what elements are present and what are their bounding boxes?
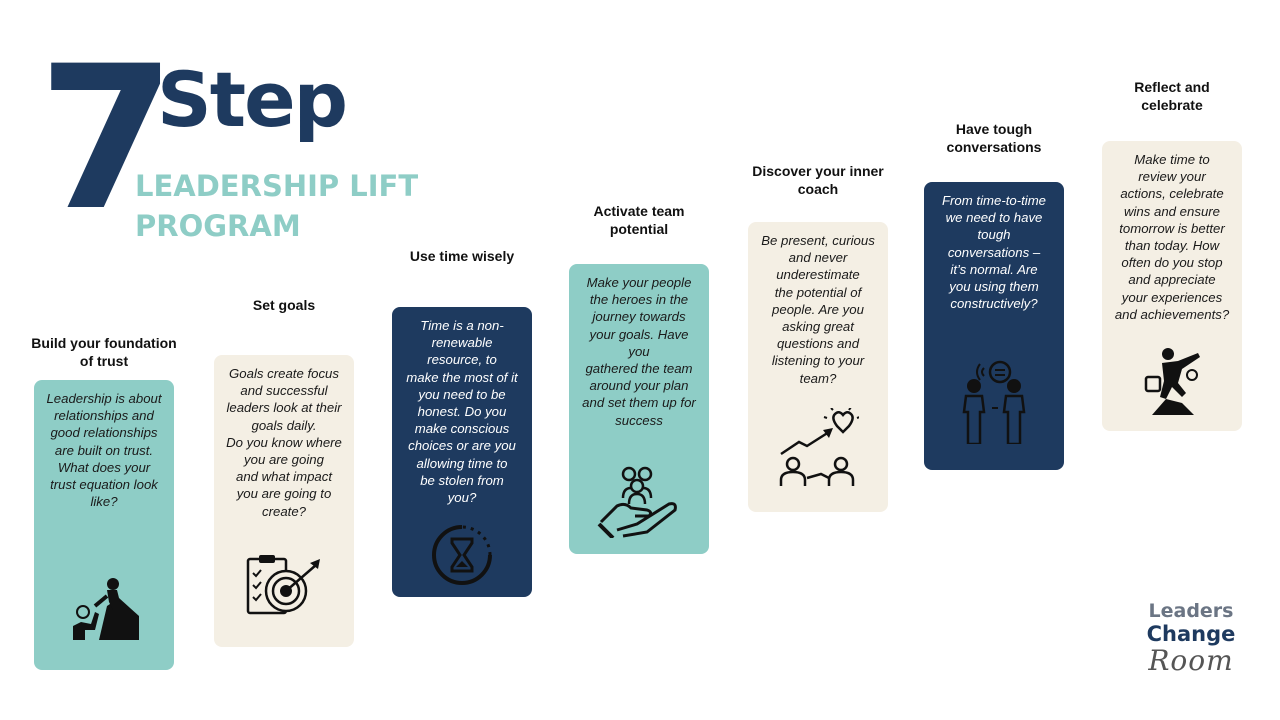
step-1-title: Build your foundation of trust bbox=[31, 335, 177, 369]
team-hand-icon bbox=[597, 464, 681, 538]
step-3-text: Time is a non- renewable resource, to make the most of it you need to be honest. Do you make conscious choices or are you allowing time to be stolen from you? bbox=[406, 318, 518, 506]
step-7-title: Reflect and celebrate bbox=[1134, 79, 1210, 113]
step-2-card bbox=[214, 355, 354, 647]
goal-target-icon bbox=[244, 553, 324, 617]
hourglass-icon bbox=[430, 523, 494, 587]
step-5-card bbox=[748, 222, 888, 512]
step-7-card bbox=[1102, 141, 1242, 431]
subtitle-line-1: LEADERSHIP LIFT bbox=[135, 169, 419, 203]
logo-line-leaders: Leaders bbox=[1148, 600, 1234, 622]
step-4-text: Make your people the heroes in the journey towards your goals. Have you gathered the team around your plan and set them up for success bbox=[582, 275, 696, 428]
coaching-growth-icon bbox=[777, 408, 859, 488]
step-1-card bbox=[34, 380, 174, 670]
step-1-text: Leadership is about relationships and good relationships are built on trust. What does your trust equation look like? bbox=[46, 391, 162, 510]
step-6-title: Have tough conversations bbox=[946, 121, 1042, 155]
conversation-icon bbox=[952, 360, 1036, 444]
big-number-seven: 7 bbox=[38, 23, 168, 254]
leaders-change-room-logo bbox=[1136, 600, 1246, 676]
step-6-card bbox=[924, 182, 1064, 470]
step-4-card bbox=[569, 264, 709, 554]
step-4-title: Activate team potential bbox=[593, 203, 685, 237]
subtitle-line-2: PROGRAM bbox=[135, 209, 301, 243]
step-2-title: Set goals bbox=[252, 297, 316, 313]
step-3-title: Use time wisely bbox=[409, 248, 515, 264]
step-heading: Step bbox=[157, 55, 347, 144]
step-5-text: Be present, curious and never underestimate the potential of people. Are you asking great questions and listening to your team? bbox=[761, 233, 875, 386]
step-2-text: Goals create focus and successful leaders look at their goals daily. Do you know where you are going and what impact you are going to create? bbox=[226, 366, 342, 519]
climbing-help-icon bbox=[69, 576, 139, 640]
logo-line-change: Change bbox=[1146, 622, 1236, 646]
step-3-card bbox=[392, 307, 532, 597]
step-5-title: Discover your inner coach bbox=[752, 163, 884, 197]
logo-line-room: Room bbox=[1148, 644, 1234, 677]
summit-celebrate-icon bbox=[1142, 347, 1202, 415]
step-7-text: Make time to review your actions, celebrate wins and ensure tomorrow is better than today. How often do you stop and appreciate your experiences and achievements? bbox=[1114, 152, 1230, 322]
step-6-text: From time-to-time we need to have tough conversations – it’s normal. Are you using them constructively? bbox=[941, 193, 1047, 312]
program-subtitle bbox=[135, 166, 418, 246]
